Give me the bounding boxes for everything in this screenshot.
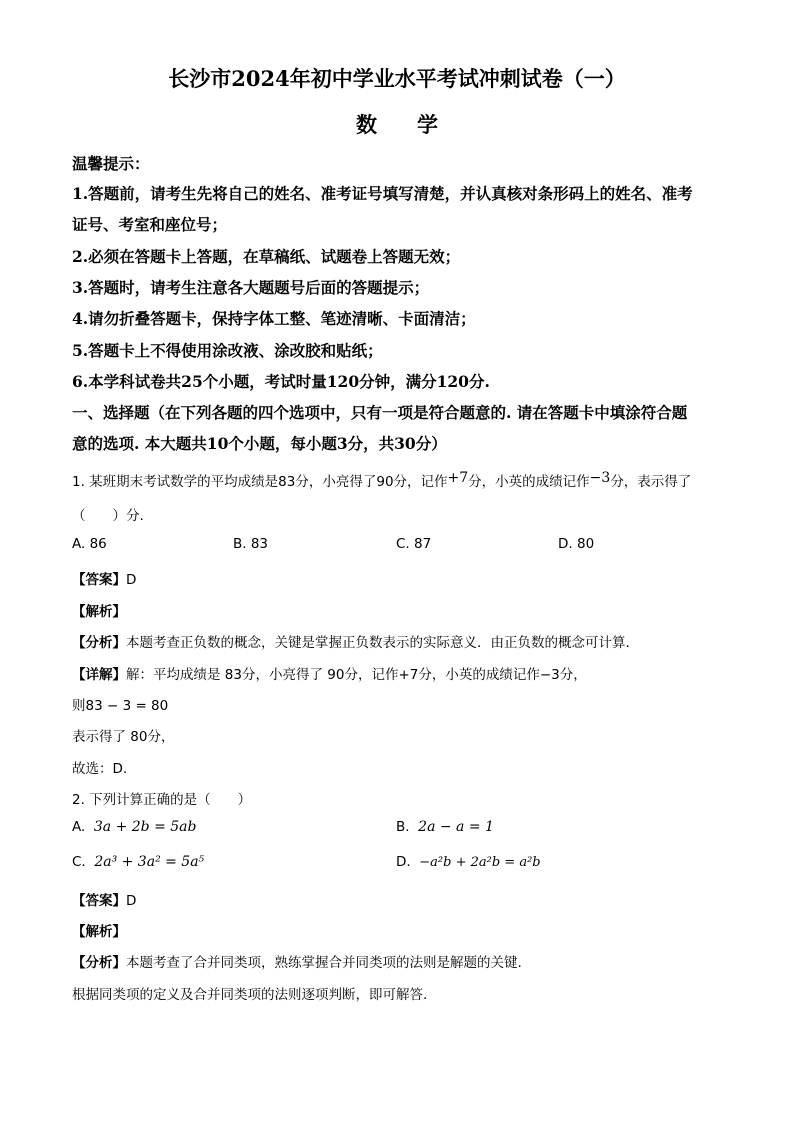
q1-plus-value: +7 (447, 470, 469, 486)
q1-step: 则83 − 3 = 80 (72, 698, 169, 714)
q1-stem: 1. 某班期末考试数学的平均成绩是83分，小亮得了90分，记作+7分，小英的成绩记作−3分，表示得了 (72, 470, 692, 490)
page-title: 长沙市2024年初中学业水平考试冲刺试卷（一） (168, 66, 626, 91)
tip-line: 2.必须在答题卡上答题，在草稿纸、试题卷上答题无效； (72, 247, 461, 266)
tip-line: 6.本学科试卷共25个小题，考试时量120分钟，满分120分. (72, 372, 490, 391)
q2-fenxi: 【分析】本题考查了合并同类项，熟练掌握合并同类项的法则是解题的关键. (72, 955, 522, 971)
q1-option-b: B. 83 (233, 536, 269, 552)
section-heading-cont: 意的选项. 本大题共10个小题，每小题3分，共30分） (72, 434, 447, 453)
subject-title: 数学 (356, 112, 478, 137)
q2-option-c: C. 2a³ + 3a² = 5a⁵ (72, 854, 205, 870)
q2-option-d: D. −a²b + 2a²b = a²b (396, 854, 541, 870)
q1-analysis-tag: 【解析】 (72, 604, 126, 620)
q1-stem-line2: （ ）分. (72, 508, 144, 524)
q1-xiangjie: 【详解】解：平均成绩是 83分，小亮得了 90分，记作+7分，小英的成绩记作−3分， (72, 667, 587, 683)
q2-analysis-tag: 【解析】 (72, 924, 126, 940)
q2-stem: 2. 下列计算正确的是（ ） (72, 792, 252, 808)
tips-heading: 温馨提示： (72, 154, 150, 173)
q2-option-a: A. 3a + 2b = 5ab (72, 819, 197, 835)
tip-line: 3.答题时，请考生注意各大题题号后面的答题提示； (72, 278, 430, 297)
q1-fenxi: 【分析】本题考查正负数的概念，关键是掌握正负数表示的实际意义．由正负数的概念可计算. (72, 635, 630, 651)
q1-option-a: A. 86 (72, 536, 107, 552)
q1-answer: 【答案】D (72, 572, 137, 588)
q1-step: 故选：D. (72, 761, 128, 777)
tip-line: 4.请勿折叠答题卡，保持字体工整、笔迹清晰、卡面清洁； (72, 309, 476, 328)
tip-line: 5.答题卡上不得使用涂改液、涂改胶和贴纸； (72, 341, 383, 360)
q1-minus-value: −3 (589, 470, 611, 486)
tip-line: 1.答题前，请考生先将自己的姓名、准考证号填写清楚，并认真核对条形码上的姓名、准考 (72, 184, 693, 203)
q1-option-d: D. 80 (558, 536, 595, 552)
tip-line: 证号、考室和座位号； (72, 215, 228, 234)
q2-answer: 【答案】D (72, 893, 137, 909)
section-heading: 一、选择题（在下列各题的四个选项中，只有一项是符合题意的. 请在答题卡中填涂符合题 (72, 403, 688, 422)
q1-step: 表示得了 80分， (72, 729, 175, 745)
q2-analysis-line: 根据同类项的定义及合并同类项的法则逐项判断，即可解答. (72, 987, 428, 1003)
q2-option-b: B. 2a − a = 1 (396, 819, 494, 835)
q1-option-c: C. 87 (396, 536, 432, 552)
